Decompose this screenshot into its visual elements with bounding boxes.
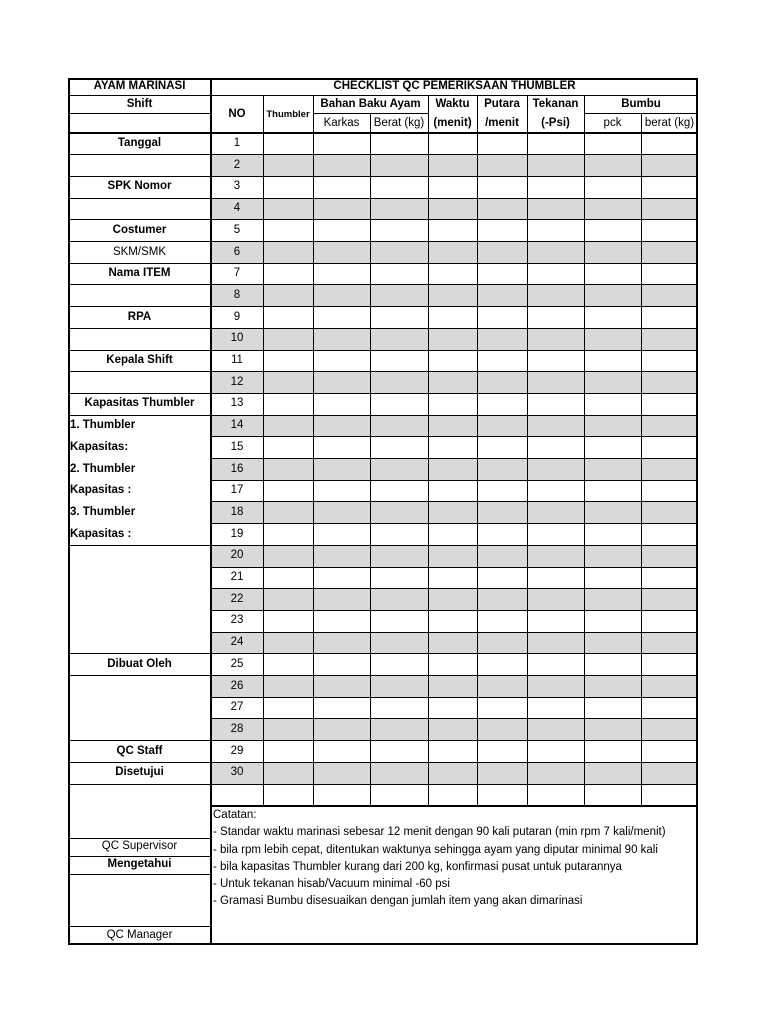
row-line <box>211 762 698 763</box>
left-line <box>68 350 211 351</box>
row-line <box>211 219 698 220</box>
note-line-1: - Standar waktu marinasi sebesar 12 menit dengan 90 kali putaran (min rpm 7 kali/menit) <box>213 826 666 839</box>
col-header-tekanan-unit: (-Psi) <box>541 116 570 129</box>
row-number: 5 <box>233 223 241 236</box>
row-line <box>211 588 698 589</box>
left-line <box>68 856 211 858</box>
row-shade <box>211 372 698 394</box>
col-line <box>428 95 430 806</box>
row-line <box>211 241 698 242</box>
label-qc-supervisor: QC Supervisor <box>101 840 178 852</box>
row-number: 30 <box>230 766 244 779</box>
row-line <box>211 697 698 698</box>
header-line <box>68 95 698 96</box>
row-number: 21 <box>230 571 244 584</box>
label-shift: Shift <box>126 97 153 110</box>
row-line <box>211 501 698 502</box>
row-line <box>211 154 698 155</box>
row-shade <box>211 242 698 264</box>
row-shade <box>211 502 698 524</box>
row-shade <box>211 762 698 784</box>
row-number: 10 <box>230 332 244 345</box>
left-line <box>68 415 211 416</box>
row-number: 9 <box>233 310 241 323</box>
label-kapasitas-3: Kapasitas : <box>70 527 132 540</box>
row-shade <box>211 328 698 350</box>
row-line <box>211 784 698 785</box>
row-number: 27 <box>230 701 244 714</box>
left-line <box>68 393 211 394</box>
row-line <box>211 306 698 307</box>
row-number: 28 <box>230 722 244 735</box>
col-header-berat: Berat (kg) <box>373 116 425 129</box>
left-line <box>68 926 211 927</box>
left-line <box>68 874 211 875</box>
row-number: 3 <box>233 180 241 193</box>
col-line <box>641 113 642 806</box>
row-line <box>211 675 698 676</box>
row-number: 2 <box>233 158 241 171</box>
row-number: 17 <box>230 484 244 497</box>
col-header-waktu-unit: (menit) <box>433 116 472 129</box>
left-line <box>68 740 211 741</box>
header-subline <box>313 113 428 114</box>
label-tanggal: Tanggal <box>117 137 162 150</box>
checklist-sheet <box>68 78 698 945</box>
row-line <box>211 653 698 654</box>
row-number: 26 <box>230 679 244 692</box>
row-number: 8 <box>233 288 241 301</box>
row-line <box>211 415 698 416</box>
col-header-pck: pck <box>603 116 622 129</box>
label-qc-staff: QC Staff <box>116 744 163 757</box>
notes-title: Catatan: <box>213 809 257 821</box>
left-line <box>68 154 211 155</box>
row-number: 23 <box>230 614 244 627</box>
col-line <box>527 95 529 806</box>
row-line <box>211 371 698 372</box>
row-shade <box>211 632 698 654</box>
row-number: 14 <box>230 419 244 432</box>
form-title-main: CHECKLIST QC PEMERIKSAAN THUMBLER <box>333 80 576 92</box>
label-qc-manager: QC Manager <box>106 928 173 941</box>
row-line <box>211 350 698 351</box>
border-bottom <box>68 943 698 945</box>
row-number: 11 <box>231 354 243 367</box>
row-shade <box>211 545 698 567</box>
left-line <box>68 371 211 372</box>
row-number: 12 <box>230 375 244 388</box>
col-header-karkas: Karkas <box>323 116 360 129</box>
row-line <box>211 284 698 285</box>
row-shade <box>211 719 698 741</box>
left-line <box>68 219 211 220</box>
note-line-3: - bila kapasitas Thumbler kurang dari 200 kg, konfirmasi pusat untuk putarannya <box>213 860 622 873</box>
row-line <box>211 718 698 719</box>
col-header-berat-bumbu: berat (kg) <box>644 116 695 129</box>
col-header-bahan-baku: Bahan Baku Ayam <box>320 97 421 110</box>
left-line <box>68 113 211 114</box>
note-line-4: - Untuk tekanan hisab/Vacuum minimal -60 psi <box>213 878 450 891</box>
row-number: 13 <box>230 397 244 410</box>
divider-left <box>210 78 212 945</box>
row-number: 7 <box>233 267 241 280</box>
left-line <box>68 306 211 307</box>
row-number: 24 <box>230 636 244 649</box>
note-line-2: - bila rpm lebih cepat, ditentukan waktunya sehingga ayam yang diputar minimal 90 kali <box>213 843 658 856</box>
row-number: 20 <box>230 549 244 562</box>
col-line <box>370 113 371 806</box>
row-number: 15 <box>230 440 244 453</box>
label-disetujui: Disetujui <box>115 766 164 779</box>
left-line <box>68 263 211 264</box>
row-number: 1 <box>233 137 241 150</box>
row-shade <box>211 198 698 220</box>
row-line <box>211 523 698 524</box>
row-number: 22 <box>230 592 244 605</box>
row-number: 19 <box>230 527 244 540</box>
row-line <box>211 393 698 394</box>
row-number: 25 <box>230 657 244 670</box>
border-top <box>68 78 698 80</box>
label-dibuat-oleh: Dibuat Oleh <box>107 657 172 670</box>
row-line <box>211 545 698 546</box>
row-shade <box>211 155 698 177</box>
row-line <box>211 176 698 177</box>
row-line <box>211 198 698 199</box>
left-line <box>68 784 211 786</box>
left-line <box>68 176 211 177</box>
col-line <box>263 95 264 806</box>
col-line <box>477 95 479 806</box>
row-line <box>211 632 698 633</box>
label-thumbler-2: 2. Thumbler <box>70 462 136 475</box>
col-header-tekanan: Tekanan <box>532 97 579 110</box>
border-right <box>696 78 698 945</box>
border-left <box>68 78 70 945</box>
label-costumer: Costumer <box>112 223 167 236</box>
row-number: 29 <box>230 744 244 757</box>
row-line <box>211 740 698 741</box>
left-line <box>68 328 211 329</box>
row-number: 6 <box>233 245 241 258</box>
left-line <box>68 675 211 676</box>
label-rpa: RPA <box>127 310 152 323</box>
row-shade <box>211 676 698 698</box>
col-line <box>584 95 586 806</box>
label-mengetahui: Mengetahui <box>107 858 172 871</box>
row-line <box>211 610 698 611</box>
label-skm-smk: SKM/SMK <box>112 245 167 258</box>
row-number: 16 <box>230 462 244 475</box>
row-number: 18 <box>230 505 244 518</box>
left-line <box>68 838 211 839</box>
left-line <box>68 133 211 134</box>
row-shade <box>211 415 698 437</box>
note-line-5: - Gramasi Bumbu disesuaikan dengan jumlah item yang akan dimarinasi <box>213 895 583 908</box>
notes-block <box>213 807 693 911</box>
row-line <box>211 480 698 481</box>
label-kapasitas-1: Kapasitas: <box>70 440 129 453</box>
left-line <box>68 241 211 242</box>
left-line <box>68 284 211 285</box>
col-header-putaran: Putara <box>484 97 520 110</box>
row-line <box>211 458 698 459</box>
label-kapasitas-2: Kapasitas : <box>70 484 132 497</box>
label-spk-nomor: SPK Nomor <box>107 180 172 193</box>
row-line <box>211 328 698 329</box>
label-nama-item: Nama ITEM <box>108 267 171 280</box>
label-kapasitas-thumbler: Kapasitas Thumbler <box>84 397 195 410</box>
col-header-no: NO <box>228 107 246 120</box>
form-title-left: AYAM MARINASI <box>93 80 186 92</box>
row-line <box>211 436 698 437</box>
col-header-bumbu: Bumbu <box>621 97 661 110</box>
col-line <box>313 95 314 806</box>
row-line <box>211 263 698 264</box>
label-kepala-shift: Kepala Shift <box>106 354 173 367</box>
row-line <box>211 567 698 568</box>
left-line <box>68 198 211 199</box>
left-line <box>68 762 211 764</box>
col-header-putaran-unit: /menit <box>485 116 519 129</box>
col-header-thumbler: Thumbler <box>266 108 310 120</box>
label-thumbler-1: 1. Thumbler <box>70 419 136 432</box>
row-shade <box>211 285 698 307</box>
left-line <box>68 653 211 654</box>
row-shade <box>211 459 698 481</box>
label-thumbler-3: 3. Thumbler <box>70 505 136 518</box>
row-number: 4 <box>233 202 241 215</box>
row-shade <box>211 589 698 611</box>
col-header-waktu: Waktu <box>435 97 470 110</box>
left-line <box>68 545 211 546</box>
